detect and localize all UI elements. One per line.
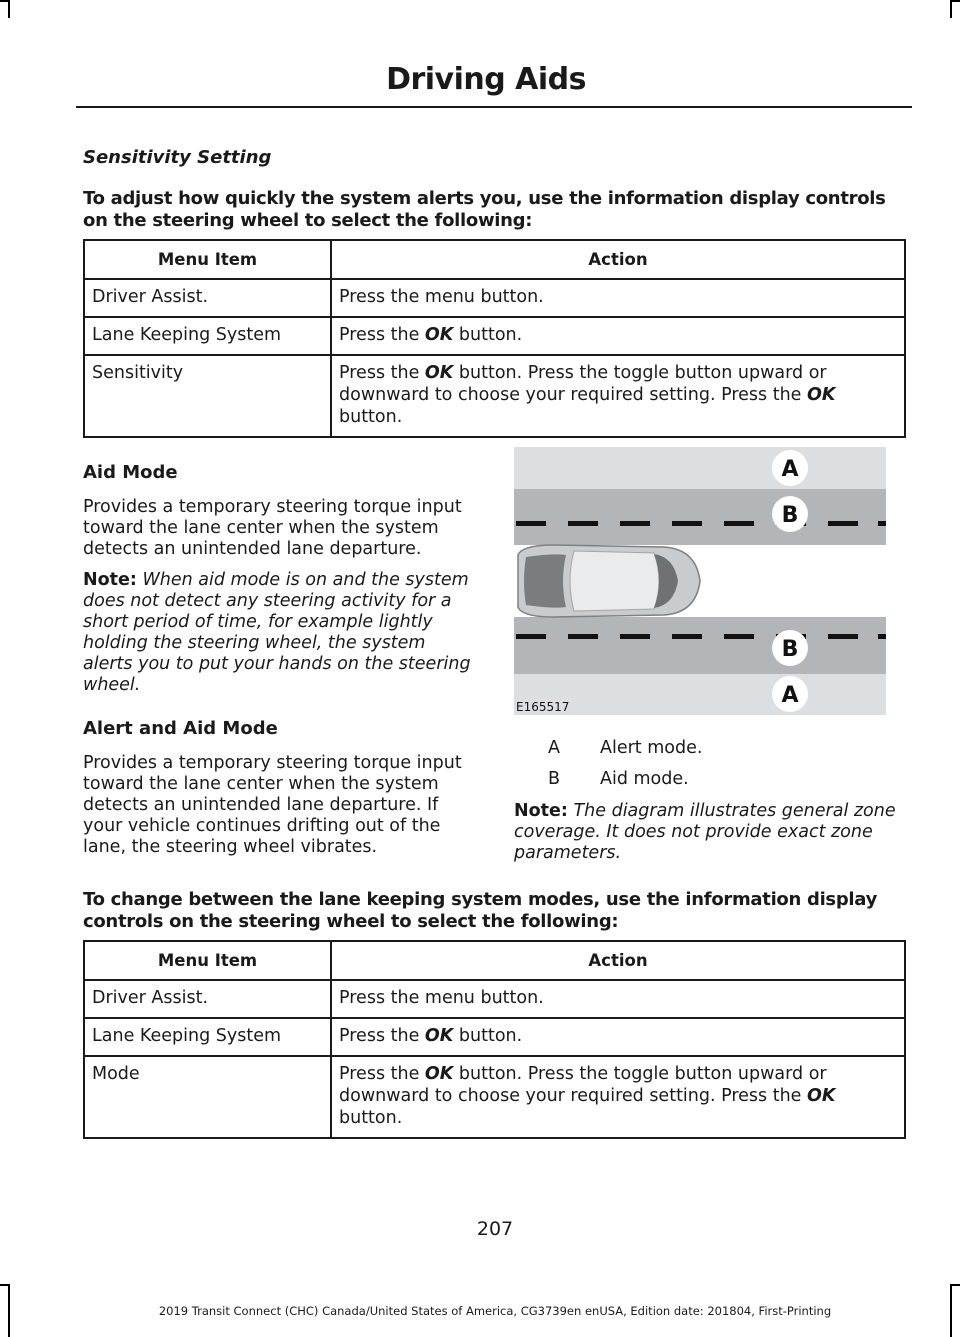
action-cell <box>331 1018 905 1056</box>
zone-a-label-bottom: A <box>781 683 799 708</box>
legend-desc: Alert mode. <box>600 738 703 758</box>
zone-b-label-bottom: B <box>781 637 799 662</box>
action-cell <box>331 1056 905 1138</box>
modes-intro: To change between the lane keeping system modes, use the information display controls on the steering wheel to select the following: <box>83 889 878 932</box>
ok-button-label: OK <box>424 1026 454 1046</box>
col-header-action: Action <box>331 941 905 980</box>
legend-key: A <box>548 738 560 758</box>
lane-marking-top <box>516 521 886 526</box>
lane-diagram-svg <box>514 447 886 715</box>
diagram-note <box>514 801 909 864</box>
action-text: button. Press the toggle button upward or downward to choose your required setting. Press the <box>339 1064 827 1106</box>
ok-button-label: OK <box>424 363 454 383</box>
table-row <box>84 980 905 1018</box>
crop-mark <box>0 1284 8 1286</box>
col-header-action: Action <box>331 240 905 279</box>
header-rule <box>76 106 912 108</box>
action-text: Press the menu button. <box>339 287 544 307</box>
action-text: button. <box>453 325 523 345</box>
crop-mark <box>950 0 952 18</box>
zone-b-top <box>514 489 886 545</box>
legend-item-b <box>548 769 689 789</box>
note-text: The diagram illustrates general zone coverage. It does not provide exact zone parameters. <box>514 801 896 863</box>
table-row <box>84 317 905 355</box>
aid-mode-heading: Aid Mode <box>83 462 178 483</box>
note-label: Note: <box>83 570 137 590</box>
legend-item-a <box>548 738 702 758</box>
crop-mark <box>8 0 10 18</box>
page-number: 207 <box>476 1218 514 1240</box>
sensitivity-intro: To adjust how quickly the system alerts you, use the information display controls on the steering wheel to select the following: <box>83 188 886 231</box>
sensitivity-heading: Sensitivity Setting <box>83 147 272 168</box>
crop-mark <box>952 1284 960 1286</box>
zone-b-bottom <box>514 617 886 674</box>
footer-text: 2019 Transit Connect (CHC) Canada/United States of America, CG3739en enUSA, Edition date: 201804, First-Printing <box>158 1304 832 1318</box>
menu-cell: Lane Keeping System <box>84 1018 331 1056</box>
menu-cell: Lane Keeping System <box>84 317 331 355</box>
lane-zone-diagram <box>514 447 886 715</box>
ok-button-label: OK <box>424 325 454 345</box>
action-text: Press the <box>339 363 425 383</box>
table-row <box>84 355 905 437</box>
menu-cell: Driver Assist. <box>84 980 331 1018</box>
note-text: When aid mode is on and the system does not detect any steering activity for a short period of time, for example lightly holding the steering wheel, the system alerts you to put your hands on the steering wheel. <box>83 570 471 695</box>
action-text: Press the menu button. <box>339 988 544 1008</box>
crop-mark <box>952 0 960 2</box>
legend-key: B <box>548 769 561 789</box>
action-cell <box>331 317 905 355</box>
aid-mode-text: Provides a temporary steering torque input toward the lane center when the system detects an unintended lane departure. <box>83 497 462 559</box>
action-text: Press the <box>339 1064 425 1084</box>
modes-table <box>83 940 906 1139</box>
note-label: Note: <box>514 801 568 821</box>
sensitivity-table <box>83 239 906 438</box>
action-cell <box>331 980 905 1018</box>
menu-cell: Mode <box>84 1056 331 1138</box>
crop-mark <box>0 0 8 2</box>
action-cell <box>331 355 905 437</box>
alert-aid-mode-text: Provides a temporary steering torque input toward the lane center when the system detects an unintended lane departure. If your vehicle continues drifting out of the lane, the steering wheel vibrates. <box>83 753 462 857</box>
table-row <box>84 279 905 317</box>
action-text: button. <box>339 407 403 427</box>
table-row <box>84 1018 905 1056</box>
legend-desc: Aid mode. <box>600 769 689 789</box>
table-header-row <box>84 941 905 980</box>
diagram-code: E165517 <box>516 700 570 714</box>
table-header-row <box>84 240 905 279</box>
action-text: button. Press the toggle button upward or downward to choose your required setting. Press the <box>339 363 827 405</box>
action-text: Press the <box>339 325 425 345</box>
page-title: Driving Aids <box>386 62 586 97</box>
alert-aid-mode-heading: Alert and Aid Mode <box>83 718 278 739</box>
action-text: button. <box>339 1108 403 1128</box>
ok-button-label: OK <box>424 1064 454 1084</box>
menu-cell: Driver Assist. <box>84 279 331 317</box>
ok-button-label: OK <box>807 1086 836 1106</box>
col-header-menu-item: Menu Item <box>84 941 331 980</box>
zone-a-bottom <box>514 674 886 715</box>
zone-b-label-top: B <box>781 503 799 528</box>
table-row <box>84 1056 905 1138</box>
action-cell <box>331 279 905 317</box>
ok-button-label: OK <box>807 385 836 405</box>
vehicle-image <box>518 545 700 617</box>
aid-mode-note <box>83 570 475 696</box>
col-header-menu-item: Menu Item <box>84 240 331 279</box>
zone-a-label-top: A <box>781 457 799 482</box>
menu-cell: Sensitivity <box>84 355 331 437</box>
action-text: Press the <box>339 1026 425 1046</box>
zone-a-top <box>514 447 886 489</box>
left-column <box>83 462 475 858</box>
lane-marking-bottom <box>516 634 886 639</box>
action-text: button. <box>453 1026 523 1046</box>
